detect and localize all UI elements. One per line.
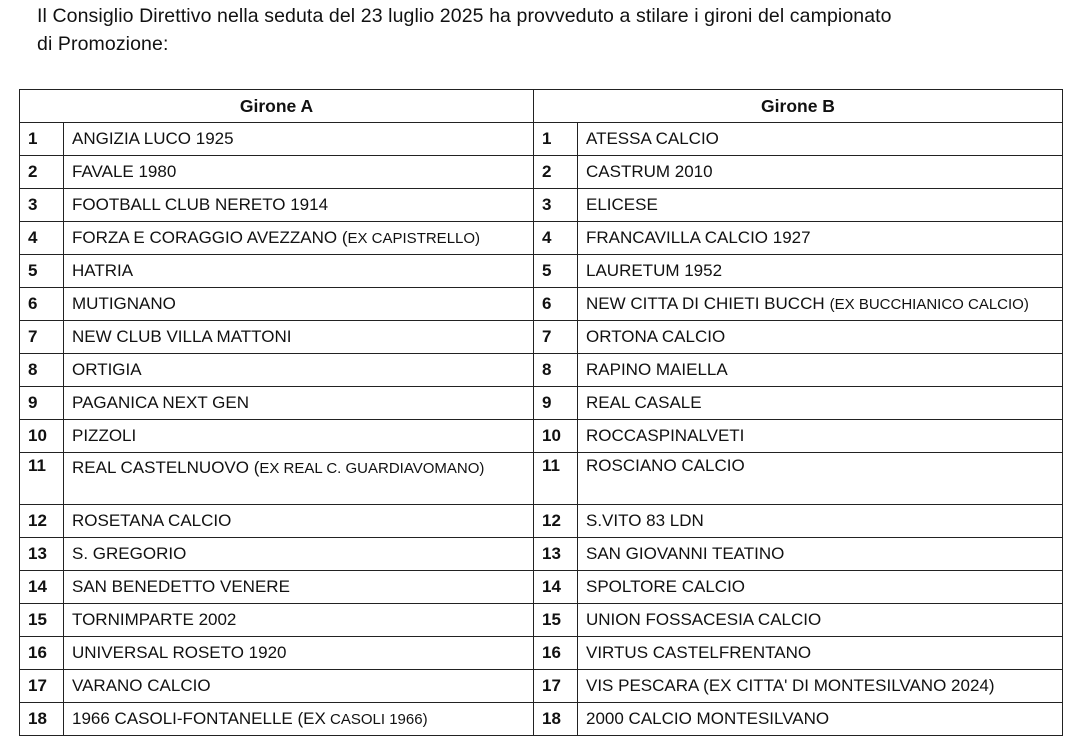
girone-b-team <box>578 670 1063 703</box>
girone-a-number: 12 <box>20 505 64 538</box>
table-row <box>20 255 1063 288</box>
girone-a-team <box>64 703 534 736</box>
table-row <box>20 505 1063 538</box>
team-name: HATRIA <box>72 261 134 280</box>
girone-b-team <box>578 420 1063 453</box>
girone-b-team <box>578 288 1063 321</box>
team-name: SAN BENEDETTO VENERE <box>72 577 290 596</box>
intro-paragraph <box>37 2 1037 58</box>
team-name: ANGIZIA LUCO 1925 <box>72 129 234 148</box>
team-name: FORZA E CORAGGIO AVEZZANO ( <box>72 228 348 247</box>
team-name: PAGANICA NEXT GEN <box>72 393 249 412</box>
girone-b-team <box>578 123 1063 156</box>
girone-b-team <box>578 189 1063 222</box>
team-name: SAN GIOVANNI TEATINO <box>586 544 785 563</box>
girone-a-team <box>64 123 534 156</box>
girone-b-team <box>578 222 1063 255</box>
girone-a-team <box>64 670 534 703</box>
team-name: FRANCAVILLA CALCIO 1927 <box>586 228 811 247</box>
team-name: VIRTUS CASTELFRENTANO <box>586 643 812 662</box>
team-name: ROCCASPINALVETI <box>586 426 745 445</box>
girone-a-team <box>64 288 534 321</box>
table-header-row <box>20 90 1063 123</box>
girone-b-team <box>578 703 1063 736</box>
girone-a-team <box>64 505 534 538</box>
table-body <box>20 123 1063 736</box>
team-name: REAL CASALE <box>586 393 702 412</box>
girone-a-number: 18 <box>20 703 64 736</box>
girone-b-number: 8 <box>534 354 578 387</box>
table-row <box>20 637 1063 670</box>
intro-line-2: di Promozione: <box>37 33 169 55</box>
girone-b-number: 6 <box>534 288 578 321</box>
girone-a-number: 6 <box>20 288 64 321</box>
table-row <box>20 156 1063 189</box>
girone-b-number: 18 <box>534 703 578 736</box>
girone-b-number: 2 <box>534 156 578 189</box>
table-row <box>20 538 1063 571</box>
girone-b-team <box>578 453 1063 505</box>
girone-b-team <box>578 321 1063 354</box>
girone-a-team <box>64 321 534 354</box>
team-name: VARANO CALCIO <box>72 676 211 695</box>
team-name: ROSCIANO CALCIO <box>586 456 745 475</box>
table-row <box>20 420 1063 453</box>
girone-a-number: 17 <box>20 670 64 703</box>
girone-a-number: 16 <box>20 637 64 670</box>
team-name: 1966 CASOLI-FONTANELLE (EX <box>72 709 326 728</box>
girone-b-number: 9 <box>534 387 578 420</box>
table-row <box>20 354 1063 387</box>
girone-a-team <box>64 571 534 604</box>
team-note: (EX BUCCHIANICO CALCIO) <box>829 296 1029 313</box>
table-row <box>20 189 1063 222</box>
girone-a-number: 1 <box>20 123 64 156</box>
girone-b-number: 4 <box>534 222 578 255</box>
girone-a-team <box>64 538 534 571</box>
girone-a-number: 11 <box>20 453 64 505</box>
table-row <box>20 453 1063 505</box>
girone-b-number: 17 <box>534 670 578 703</box>
table-row <box>20 670 1063 703</box>
table-row <box>20 604 1063 637</box>
girone-a-team <box>64 420 534 453</box>
girone-a-number: 7 <box>20 321 64 354</box>
table-row <box>20 222 1063 255</box>
girone-a-team <box>64 637 534 670</box>
team-name: UNIVERSAL ROSETO 1920 <box>72 643 287 662</box>
girone-a-number: 4 <box>20 222 64 255</box>
girone-a-team <box>64 189 534 222</box>
team-name: CASTRUM 2010 <box>586 162 713 181</box>
gironi-table <box>19 89 1063 736</box>
girone-b-team <box>578 354 1063 387</box>
team-name: VIS PESCARA (EX CITTA' DI MONTESILVANO 2024) <box>586 676 995 695</box>
intro-line-1: Il Consiglio Direttivo nella seduta del 23 luglio 2025 ha provveduto a stilare i gironi del campionato <box>37 5 892 27</box>
girone-b-number: 7 <box>534 321 578 354</box>
girone-a-team <box>64 255 534 288</box>
team-name: SPOLTORE CALCIO <box>586 577 746 596</box>
team-name: NEW CITTA DI CHIETI BUCCH <box>586 294 825 313</box>
table-row <box>20 387 1063 420</box>
girone-b-team <box>578 604 1063 637</box>
team-name: NEW CLUB VILLA MATTONI <box>72 327 292 346</box>
table-row <box>20 321 1063 354</box>
table-row <box>20 571 1063 604</box>
team-name: MUTIGNANO <box>72 294 176 313</box>
girone-b-team <box>578 538 1063 571</box>
team-name: 2000 CALCIO MONTESILVANO <box>586 709 830 728</box>
girone-b-number: 5 <box>534 255 578 288</box>
girone-b-team <box>578 571 1063 604</box>
girone-b-number: 16 <box>534 637 578 670</box>
team-name: ELICESE <box>586 195 658 214</box>
girone-a-team <box>64 354 534 387</box>
girone-a-team <box>64 156 534 189</box>
girone-b-number: 13 <box>534 538 578 571</box>
team-name: FAVALE 1980 <box>72 162 177 181</box>
team-name: ORTONA CALCIO <box>586 327 726 346</box>
team-name: REAL CASTELNUOVO ( <box>72 458 260 477</box>
table-row <box>20 703 1063 736</box>
team-note: CASOLI 1966) <box>325 711 428 728</box>
team-note: EX CAPISTRELLO) <box>347 230 481 247</box>
team-name: TORNIMPARTE 2002 <box>72 610 237 629</box>
girone-a-number: 8 <box>20 354 64 387</box>
girone-a-number: 9 <box>20 387 64 420</box>
girone-a-number: 5 <box>20 255 64 288</box>
girone-a-team <box>64 222 534 255</box>
team-name: S. GREGORIO <box>72 544 187 563</box>
girone-a-number: 13 <box>20 538 64 571</box>
team-name: ORTIGIA <box>72 360 142 379</box>
girone-b-number: 14 <box>534 571 578 604</box>
girone-a-number: 10 <box>20 420 64 453</box>
table-row <box>20 288 1063 321</box>
team-name: ATESSA CALCIO <box>586 129 719 148</box>
team-name: PIZZOLI <box>72 426 137 445</box>
girone-a-number: 2 <box>20 156 64 189</box>
girone-b-number: 3 <box>534 189 578 222</box>
team-name: UNION FOSSACESIA CALCIO <box>586 610 822 629</box>
girone-a-number: 14 <box>20 571 64 604</box>
girone-b-team <box>578 637 1063 670</box>
girone-a-header: Girone A <box>20 90 534 123</box>
girone-a-number: 3 <box>20 189 64 222</box>
team-name: FOOTBALL CLUB NERETO 1914 <box>72 195 329 214</box>
girone-b-number: 15 <box>534 604 578 637</box>
girone-a-team <box>64 453 534 505</box>
team-name: LAURETUM 1952 <box>586 261 723 280</box>
girone-b-team <box>578 505 1063 538</box>
girone-a-team <box>64 604 534 637</box>
girone-b-number: 12 <box>534 505 578 538</box>
team-note: EX REAL C. GUARDIAVOMANO) <box>259 460 485 477</box>
girone-b-team <box>578 255 1063 288</box>
table-row <box>20 123 1063 156</box>
girone-b-number: 1 <box>534 123 578 156</box>
team-name: ROSETANA CALCIO <box>72 511 232 530</box>
team-name: RAPINO MAIELLA <box>586 360 728 379</box>
girone-a-number: 15 <box>20 604 64 637</box>
girone-a-team <box>64 387 534 420</box>
girone-b-header: Girone B <box>534 90 1063 123</box>
team-name: S.VITO 83 LDN <box>586 511 704 530</box>
girone-b-number: 10 <box>534 420 578 453</box>
girone-b-team <box>578 156 1063 189</box>
girone-b-team <box>578 387 1063 420</box>
girone-b-number: 11 <box>534 453 578 505</box>
